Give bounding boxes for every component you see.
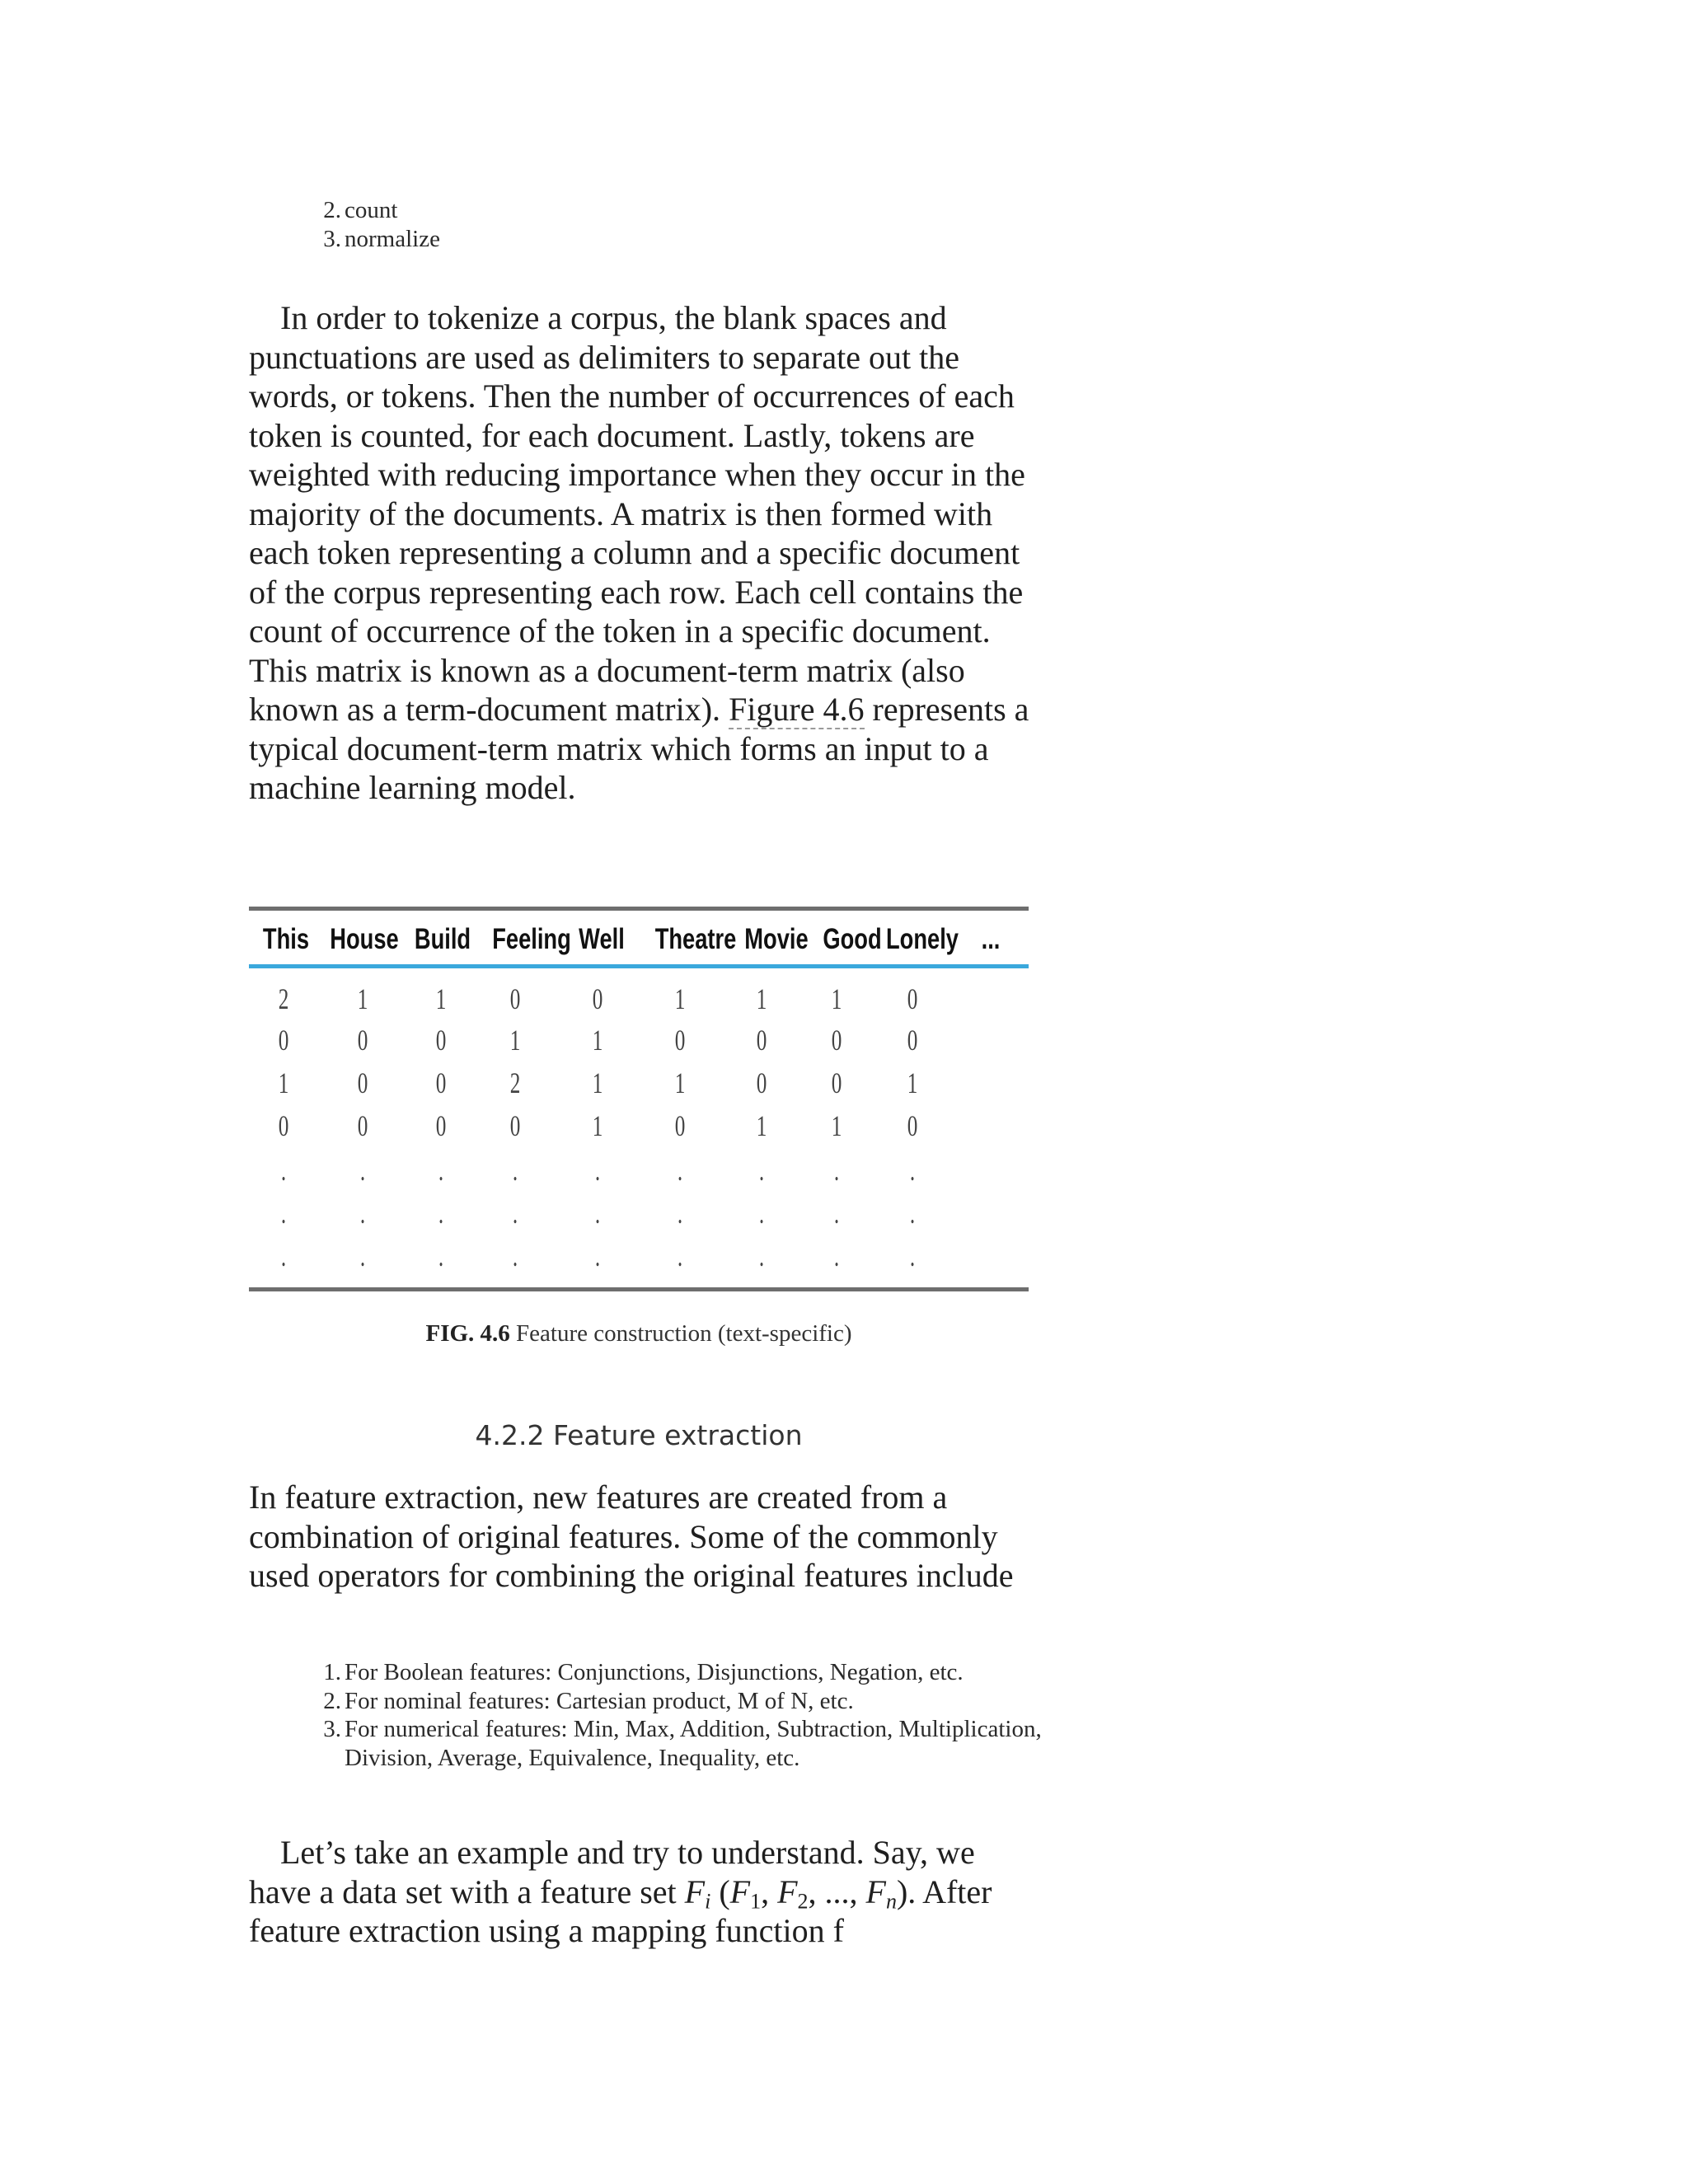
matrix-cell: 0 bbox=[435, 1109, 447, 1142]
feature-symbol: F bbox=[729, 1872, 751, 1910]
subscript: i bbox=[705, 1889, 711, 1913]
feature-symbol: F bbox=[777, 1872, 798, 1910]
figure-caption bbox=[249, 1320, 1029, 1347]
matrix-cell: . bbox=[594, 1240, 601, 1272]
matrix-cell: . bbox=[758, 1154, 765, 1187]
list-text: For nominal features: Cartesian product, M of N, etc. bbox=[345, 1687, 854, 1714]
list-number: 2 . bbox=[320, 1687, 341, 1716]
matrix-cell: . bbox=[280, 1154, 287, 1187]
matrix-cell: . bbox=[758, 1240, 765, 1272]
matrix-cell: 0 bbox=[509, 1109, 521, 1142]
matrix-cell: . bbox=[758, 1197, 765, 1230]
matrix-cell: . bbox=[594, 1154, 601, 1187]
paragraph-text: Let’s take an example and try to understand. Say, we have a data set with a feature set bbox=[249, 1834, 975, 1910]
list-text: For Boolean features: Conjunctions, Disjunctions, Negation, etc. bbox=[345, 1659, 964, 1685]
column-header: Feeling bbox=[492, 923, 571, 955]
list-item bbox=[320, 196, 440, 225]
section-title: 4.2.2 Feature extraction bbox=[475, 1419, 803, 1451]
matrix-cell: 0 bbox=[674, 1109, 686, 1142]
column-header: Well bbox=[579, 923, 625, 955]
list-item bbox=[320, 225, 440, 254]
matrix-cell: . bbox=[909, 1240, 916, 1272]
paragraph-example bbox=[249, 1833, 1040, 1951]
figure-document-term-matrix bbox=[249, 907, 1029, 1294]
matrix-cell: . bbox=[677, 1240, 683, 1272]
matrix-cell: 0 bbox=[831, 1066, 842, 1099]
column-header: This bbox=[262, 923, 310, 955]
matrix-cell: . bbox=[280, 1240, 287, 1272]
column-header: Theatre bbox=[654, 923, 737, 955]
matrix-cell: 1 bbox=[509, 1024, 521, 1057]
subscript: 2 bbox=[797, 1889, 809, 1913]
matrix-cell: 1 bbox=[592, 1066, 603, 1099]
matrix-cell: 1 bbox=[674, 982, 686, 1015]
list-item bbox=[320, 1687, 1045, 1716]
paragraph-text: represents a typical document-term matrix which forms an input to a machine learning model. bbox=[249, 691, 1029, 806]
list-number: 3 . bbox=[320, 225, 341, 254]
matrix-cell: 0 bbox=[756, 1066, 767, 1099]
matrix-cell: 2 bbox=[509, 1066, 521, 1099]
matrix-cell: . bbox=[359, 1154, 366, 1187]
matrix-cell: 1 bbox=[592, 1109, 603, 1142]
matrix-cell: . bbox=[833, 1154, 840, 1187]
figure-link[interactable]: Figure 4.6 bbox=[729, 691, 865, 728]
list-number: 3 . bbox=[320, 1715, 341, 1744]
list-text: count bbox=[345, 197, 398, 223]
caption-label: FIG. 4.6 bbox=[425, 1320, 510, 1347]
matrix-cell: 1 bbox=[435, 982, 447, 1015]
matrix-cell: 0 bbox=[831, 1024, 842, 1057]
matrix-cell: 0 bbox=[357, 1066, 368, 1099]
matrix-cell: . bbox=[677, 1154, 683, 1187]
matrix-cell: . bbox=[280, 1197, 287, 1230]
matrix-cell: . bbox=[359, 1197, 366, 1230]
matrix-cell: . bbox=[833, 1240, 840, 1272]
list-number: 2 . bbox=[320, 196, 341, 225]
matrix-cell: 0 bbox=[435, 1066, 447, 1099]
matrix-cell: 0 bbox=[907, 1109, 918, 1142]
matrix-cell: 0 bbox=[907, 982, 918, 1015]
matrix-cell: 1 bbox=[831, 982, 842, 1015]
matrix-cell: . bbox=[438, 1197, 444, 1230]
list-item bbox=[320, 1715, 1045, 1772]
column-header: ... bbox=[981, 923, 1001, 955]
paragraph-text: ( bbox=[710, 1872, 730, 1910]
feature-set-symbol: F bbox=[684, 1872, 706, 1910]
matrix-cell: 0 bbox=[756, 1024, 767, 1057]
figure-header-rule bbox=[249, 964, 1029, 968]
matrix-cell: . bbox=[438, 1154, 444, 1187]
top-list bbox=[320, 196, 440, 253]
figure-bottom-rule bbox=[249, 1287, 1029, 1291]
matrix-cell: . bbox=[438, 1240, 444, 1272]
matrix-cell: 0 bbox=[435, 1024, 447, 1057]
matrix-cell: 0 bbox=[357, 1024, 368, 1057]
matrix-cell: . bbox=[909, 1154, 916, 1187]
caption-text: Feature construction (text-specific) bbox=[509, 1320, 852, 1347]
paragraph-feature-extraction: In feature extraction, new features are created from a combination of original features. Some of the commonly used operators for combining the original features include bbox=[249, 1479, 1014, 1594]
matrix-cell: . bbox=[512, 1240, 518, 1272]
list-text: normalize bbox=[345, 225, 440, 252]
paragraph-text: , bbox=[761, 1872, 778, 1910]
matrix-cell: 1 bbox=[674, 1066, 686, 1099]
matrix-cell: 0 bbox=[278, 1024, 289, 1057]
paragraph-text: , ..., bbox=[808, 1872, 866, 1910]
matrix-cell: 1 bbox=[278, 1066, 289, 1099]
matrix-cell: 1 bbox=[592, 1024, 603, 1057]
matrix-cell: 1 bbox=[357, 982, 368, 1015]
column-header: Good bbox=[823, 923, 882, 955]
matrix-cell: 0 bbox=[357, 1109, 368, 1142]
matrix-cell: 1 bbox=[907, 1066, 918, 1099]
subscript: n bbox=[885, 1889, 897, 1913]
column-header: House bbox=[330, 923, 399, 955]
column-header: Build bbox=[414, 923, 471, 955]
matrix-cell: 1 bbox=[756, 982, 767, 1015]
operators-list bbox=[320, 1658, 1045, 1772]
paragraph-text: In order to tokenize a corpus, the blank spaces and punctuations are used as delimiters to separate out the words, or tokens. Then the number of occurrences of each token is counted, for each document. Lastly, tokens are weighted with reducing importance when they occur in the majority of the documents. A matrix is then formed with each token representing a column and a specific document of the corpus representing each row. Each cell contains the count of occurrence of the token in a specific document. This matrix is known as a document-term matrix (also known as a term-document matrix). bbox=[249, 299, 1025, 728]
matrix-cell: 0 bbox=[907, 1024, 918, 1057]
matrix-cell: 0 bbox=[592, 982, 603, 1015]
matrix-cell: 0 bbox=[278, 1109, 289, 1142]
list-number: 1 . bbox=[320, 1658, 341, 1687]
figure-top-rule bbox=[249, 907, 1029, 911]
column-header: Lonely bbox=[886, 923, 959, 955]
subscript: 1 bbox=[750, 1889, 762, 1913]
matrix-cell: 0 bbox=[674, 1024, 686, 1057]
matrix-cell: 0 bbox=[509, 982, 521, 1015]
matrix-cell: 1 bbox=[756, 1109, 767, 1142]
matrix-cell: . bbox=[833, 1197, 840, 1230]
paragraph-text: ). After feature extraction using a mapping function f bbox=[249, 1872, 992, 1949]
matrix-cell: 2 bbox=[278, 982, 289, 1015]
matrix-cell: . bbox=[594, 1197, 601, 1230]
matrix-cell: . bbox=[909, 1197, 916, 1230]
matrix-cell: . bbox=[359, 1240, 366, 1272]
feature-symbol: F bbox=[865, 1872, 886, 1910]
matrix-cell: . bbox=[512, 1154, 518, 1187]
list-text: For numerical features: Min, Max, Addition, Subtraction, Multiplication, Division, Average, Equivalence, Inequality, etc. bbox=[345, 1716, 1042, 1771]
matrix-cell: . bbox=[677, 1197, 683, 1230]
matrix-cell: . bbox=[512, 1197, 518, 1230]
paragraph-tokenize bbox=[249, 298, 1040, 808]
matrix-cell: 1 bbox=[831, 1109, 842, 1142]
list-item bbox=[320, 1658, 1045, 1687]
column-header: Movie bbox=[744, 923, 809, 955]
